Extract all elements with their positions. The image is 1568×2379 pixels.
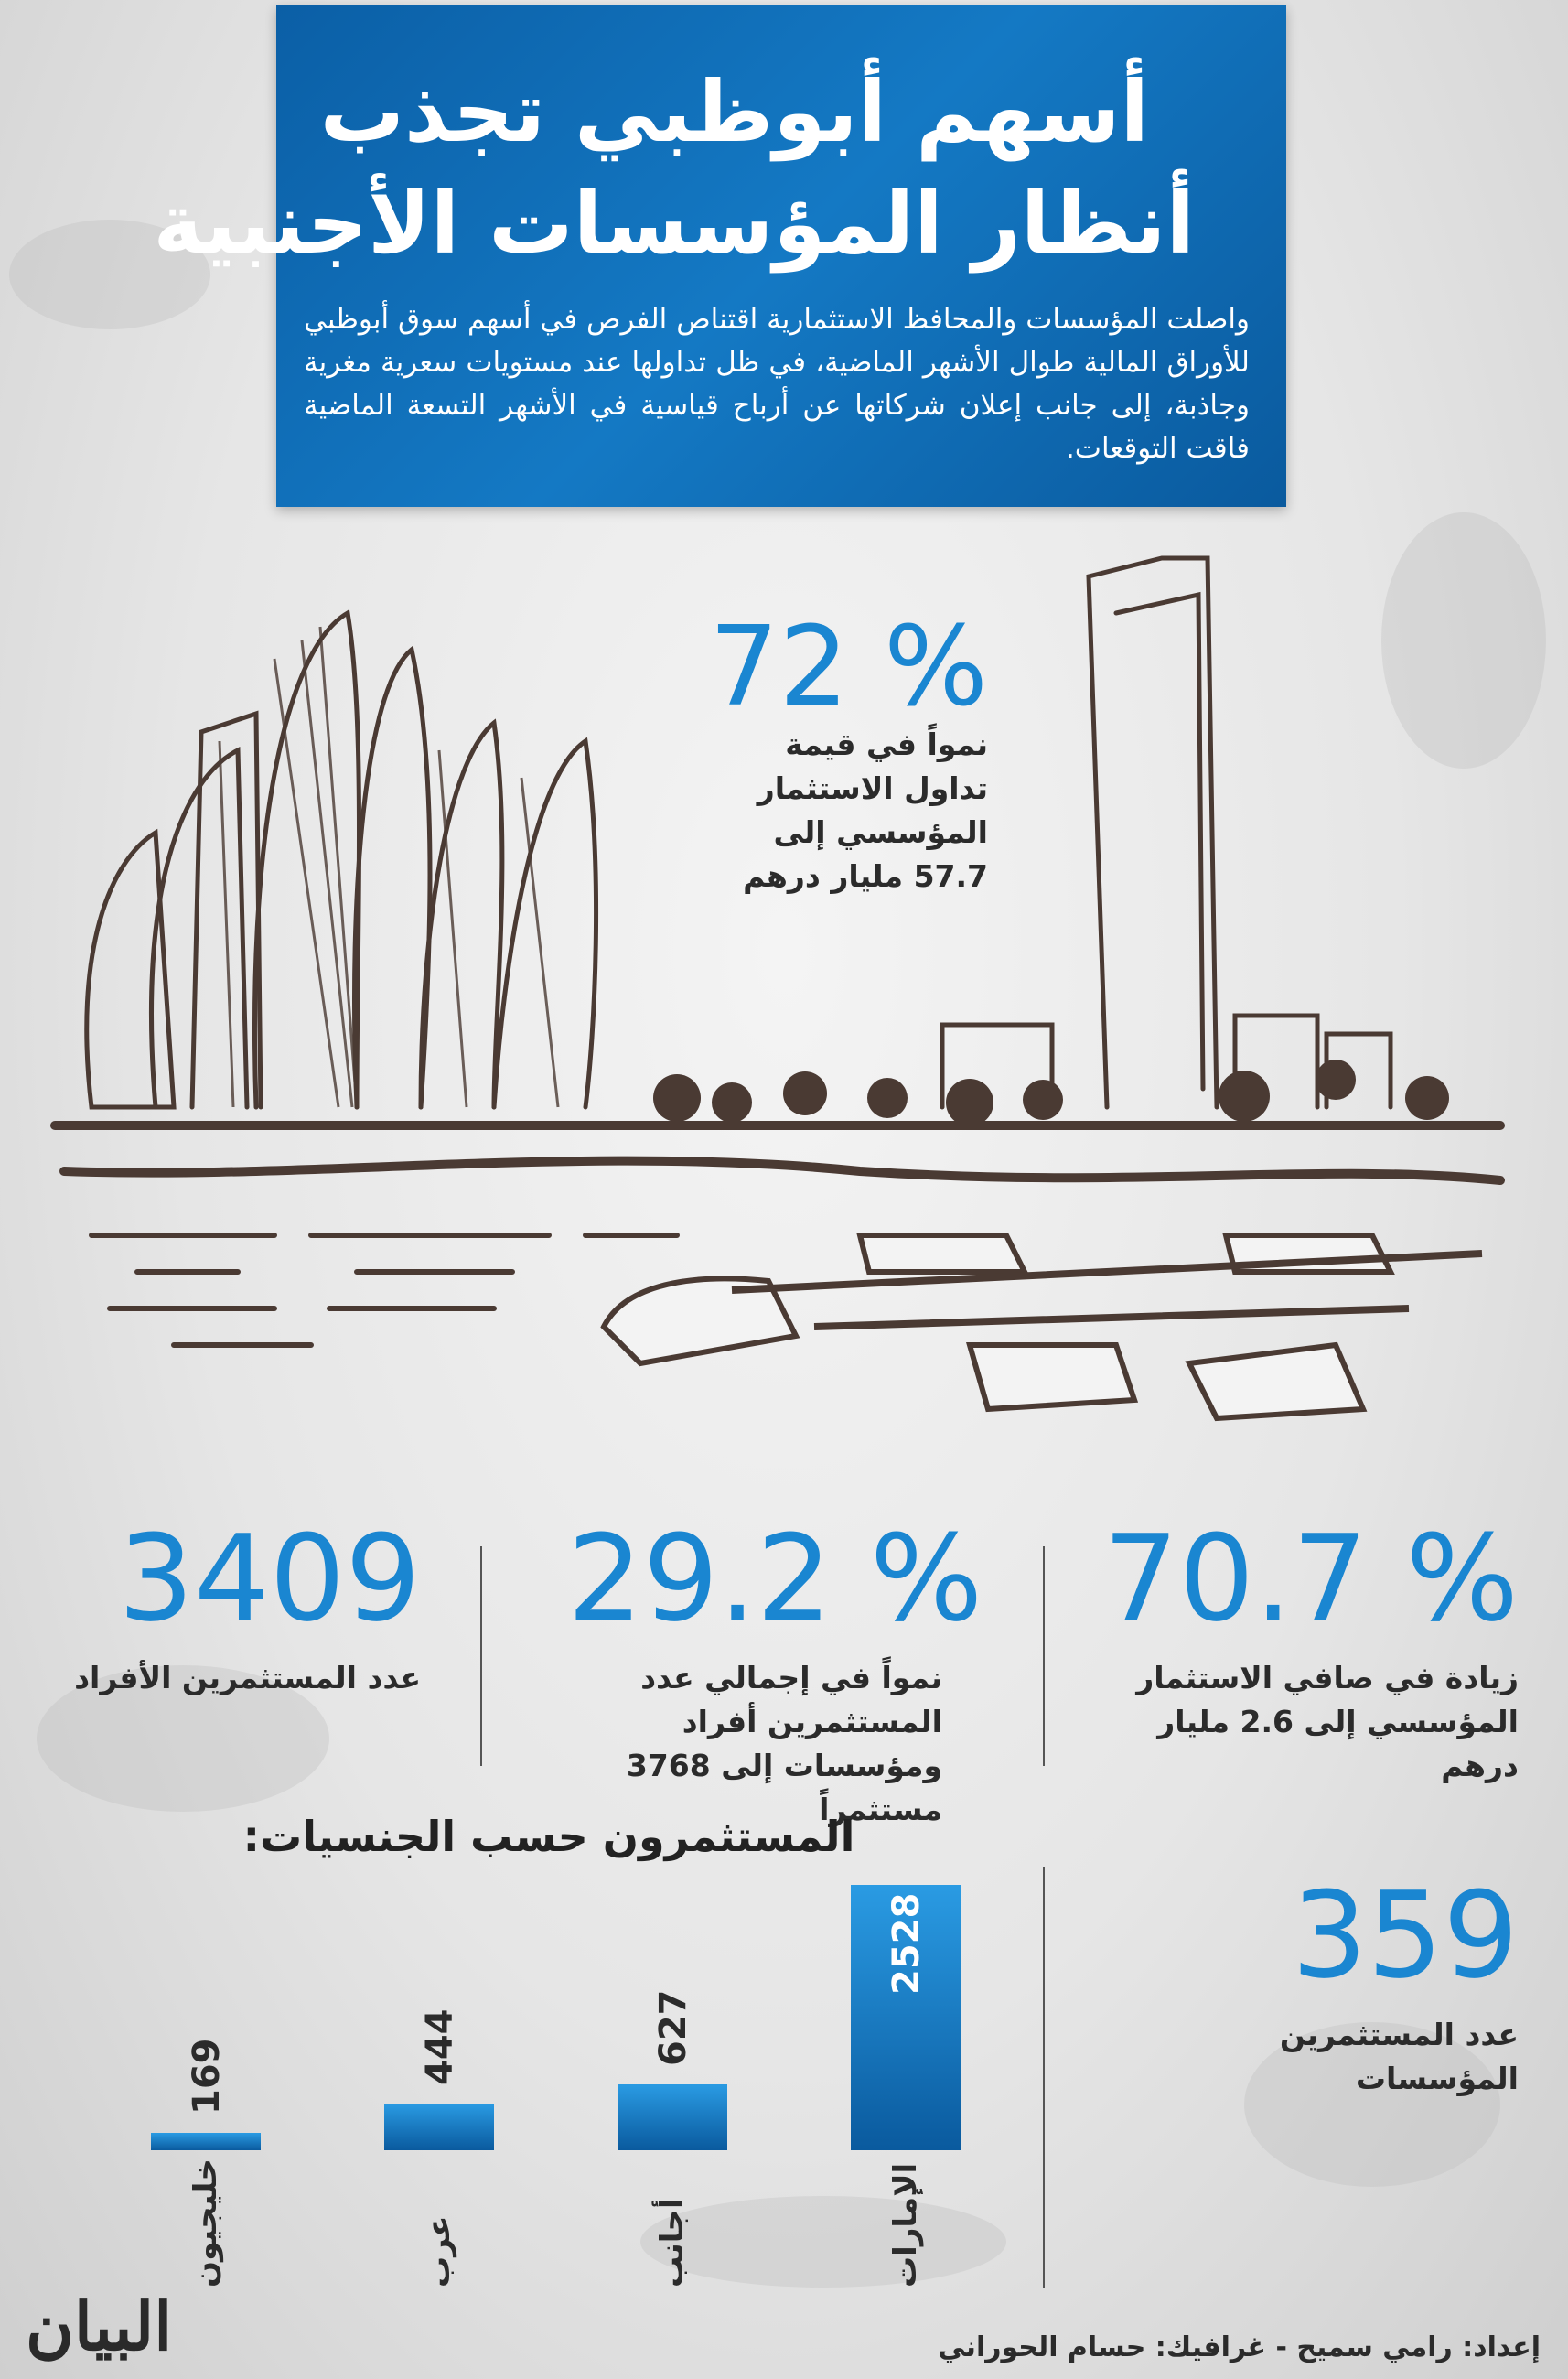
stat-individuals bbox=[46, 1509, 421, 1700]
stat-individuals-desc: عدد المستثمرين الأفراد bbox=[74, 1660, 421, 1695]
stat-net-investment-desc: زيادة في صافي الاستثمار المؤسسي إلى 2.6 مليار درهم bbox=[1136, 1660, 1519, 1783]
stat-net-investment bbox=[1089, 1509, 1519, 1788]
credits: إعداد: رامي سميح - غرافيك: حسام الحوراني bbox=[938, 2331, 1541, 2363]
bar-value-2: 444 bbox=[419, 2008, 461, 2085]
nationality-bar-chart bbox=[156, 1885, 979, 2288]
intro-paragraph: واصلت المؤسسات والمحافظ الاستثمارية اقتناص الفرص في أسهم سوق أبوظبي للأوراق المالية طوال الأشهر الماضية، في ظل تداولها عند مستويات سعرية مغرية وجاذبة، إلى جانب إعلان شركاتها عن أرباح قياسية في الأشهر التسعة الماضية فاقت التوقعات. bbox=[304, 303, 1250, 465]
bar-2 bbox=[384, 2104, 494, 2150]
brand-logo: البيان bbox=[26, 2288, 173, 2365]
title-line-1: أسهم أبوظبي تجذب bbox=[319, 63, 1149, 161]
bar-value-0: 2528 bbox=[886, 1892, 928, 1995]
stat-trading-desc: نمواً في قيمة تداول الاستثمار المؤسسي إلى 57.7 مليار درهم bbox=[743, 727, 988, 894]
header-panel bbox=[153, 5, 1286, 507]
bar-label-3: خليجيون bbox=[188, 2158, 224, 2288]
bar-value-3: 169 bbox=[186, 2038, 228, 2115]
stat-institutions-desc: عدد المستثمرين المؤسسات bbox=[1279, 2017, 1519, 2096]
stat-investors-growth-value: 29.2 % bbox=[567, 1509, 983, 1648]
bar-1 bbox=[618, 2084, 727, 2150]
bar-label-2: عرب bbox=[421, 2215, 457, 2288]
bar-label-1: أجانب bbox=[654, 2198, 691, 2288]
stat-trading-growth bbox=[695, 604, 988, 899]
divider-right bbox=[1043, 1546, 1045, 1766]
stat-institutions bbox=[1153, 1866, 1519, 2101]
divider-chart bbox=[1043, 1867, 1045, 2288]
stat-net-investment-value: 70.7 % bbox=[1102, 1509, 1519, 1648]
bar-label-0: الإمارات bbox=[887, 2162, 924, 2288]
bar-3 bbox=[151, 2133, 261, 2150]
title-line-2: أنظار المؤسسات الأجنبية bbox=[153, 175, 1195, 273]
stat-institutions-value: 359 bbox=[1291, 1866, 1519, 2005]
stat-trading-value: 72 % bbox=[709, 604, 988, 731]
chart-title: المستثمرون حسب الجنسيات: bbox=[242, 1812, 855, 1861]
stat-investors-growth bbox=[567, 1509, 983, 1832]
divider-left bbox=[480, 1546, 482, 1766]
stat-individuals-value: 3409 bbox=[118, 1509, 421, 1648]
bar-value-1: 627 bbox=[652, 1989, 694, 2066]
stat-investors-growth-desc: نمواً في إجمالي عدد المستثمرين أفراد ومؤسسات إلى 3768 مستثمراً bbox=[626, 1660, 942, 1827]
